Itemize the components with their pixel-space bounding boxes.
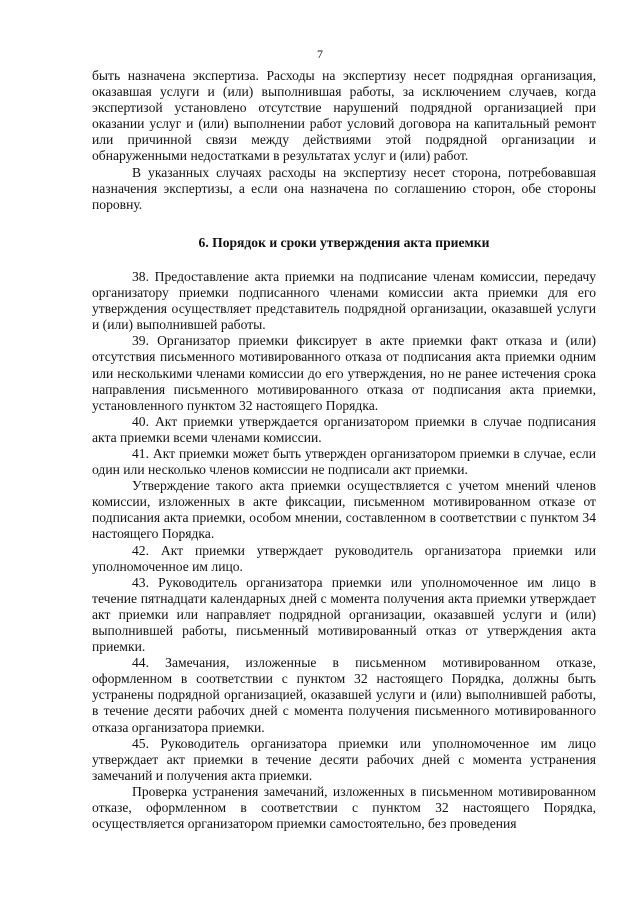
clause-43: 43. Руководитель организатора приемки или уполномоченное им лицо в течение пятнадцати календарных дней с момента получения акта приемки утверждает акт приемки или направляет подрядной организации, оказавшей услуги и (или) выполнившей работы, письменный мотивированный отказ от утверждения акта приемки.	[92, 574, 596, 655]
section-heading: 6. Порядок и сроки утверждения акта приемки	[198, 234, 490, 250]
clause-45: 45. Руководитель организатора приемки или уполномоченное им лицо утверждает акт приемки в течение десяти рабочих дней с момента устранения замечаний и получения акта приемки.	[92, 735, 596, 783]
clause-40: 40. Акт приемки утверждается организатором приемки в случае подписания акта приемки всеми членами комиссии.	[92, 413, 596, 445]
paragraph-expertise-costs-party: В указанных случаях расходы на экспертизу несет сторона, потребовавшая назначения экспертизы, а если она назначена по соглашению сторон, обе стороны поровну.	[92, 164, 596, 212]
clause-42: 42. Акт приемки утверждает руководитель организатора приемки или уполномоченное им лицо.	[92, 542, 596, 574]
document-body	[92, 68, 596, 832]
clause-45-continuation: Проверка устранения замечаний, изложенных в письменном мотивированном отказе, оформленном в соответствии с пунктом 32 настоящего Порядка, осуществляется организатором приемки самостоятельно, без проведения	[92, 783, 596, 832]
clause-39: 39. Организатор приемки фиксирует в акте приемки факт отказа и (или) отсутствия письменного мотивированного отказа от подписания акта приемки одним или несколькими членами комиссии до его утверждения, но не ранее истечения срока направления письменного мотивированного отказа от подписания акта приемки, установленного пунктом 32 настоящего Порядка.	[92, 333, 596, 413]
clause-44: 44. Замечания, изложенные в письменном мотивированном отказе, оформленном в соответствии с пунктом 32 настоящего Порядка, должны быть устранены подрядной организацией, оказавшей услуги и (или) выполнившей работы, в течение десяти рабочих дней с момента получения письменного мотивированного отказа организатора приемки.	[92, 655, 596, 735]
clause-41: 41. Акт приемки может быть утвержден организатором приемки в случае, если один или несколько членов комиссии не подписали акт приемки.	[92, 445, 596, 478]
page-number: 7	[317, 47, 323, 61]
paragraph-expertise-costs: быть назначена экспертиза. Расходы на экспертизу несет подрядная организация, оказавшая услуги и (или) выполнившая работы, за исключением случаев, когда экспертизой установлено отсутствие нарушений подрядной организацией при оказании услуг и (или) выполнении работ условий договора на капитальный ремонт или причинной связи между действиями этой подрядной организации и обнаруженными недостатками в результатах услуг и (или) работ.	[92, 68, 596, 164]
clause-41-continuation: Утверждение такого акта приемки осуществляется с учетом мнений членов комиссии, изложенных в акте фиксации, письменном мотивированном отказе от подписания акта приемки, особом мнении, составленном в соответствии с пунктом 34 настоящего Порядка.	[92, 478, 596, 542]
clause-38: 38. Предоставление акта приемки на подписание членам комиссии, передачу организатору приемки подписанного членами комиссии акта приемки для его утверждения осуществляет представитель подрядной организации, оказавшей услуги и (или) выполнившей работы.	[92, 268, 596, 333]
